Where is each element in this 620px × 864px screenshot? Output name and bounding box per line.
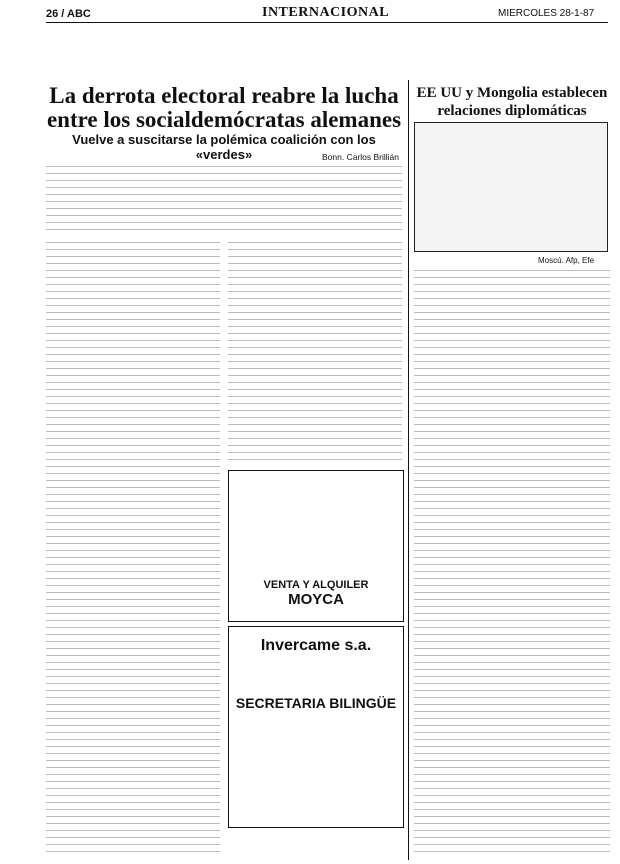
main-headline: La derrota electoral reabre la lucha entre los socialdemócratas alemanes	[46, 83, 402, 132]
invercame-ad	[228, 626, 404, 828]
issue-date: MIERCOLES 28-1-87	[498, 8, 595, 19]
mongolia-map	[414, 122, 608, 252]
main-byline: Bonn. Carlos Brillián	[322, 152, 400, 162]
section-title: INTERNACIONAL	[262, 5, 390, 20]
invercame-ad-brand: Invercame s.a.	[260, 637, 372, 654]
main-subheadline: Vuelve a suscitarse la polémica coalición con los «verdes»	[72, 132, 376, 162]
map-caption: Moscú. Afp, Efe	[538, 256, 595, 265]
column-divider	[408, 80, 409, 860]
moyca-ad	[228, 470, 404, 622]
invercame-ad-title: SECRETARIA BILINGÜE	[235, 695, 397, 711]
moyca-ad-title: VENTA Y ALQUILER	[263, 579, 369, 591]
side-article-text	[414, 270, 610, 854]
page-number: 26 / ABC	[46, 8, 91, 20]
lead-paragraph	[46, 166, 402, 236]
article-column-2	[228, 242, 402, 462]
header-rule	[46, 22, 608, 23]
article-column-1	[46, 242, 220, 854]
side-headline: EE UU y Mongolia establecen relaciones diplomáticas	[416, 85, 608, 119]
moyca-ad-brand: MOYCA	[288, 591, 344, 608]
